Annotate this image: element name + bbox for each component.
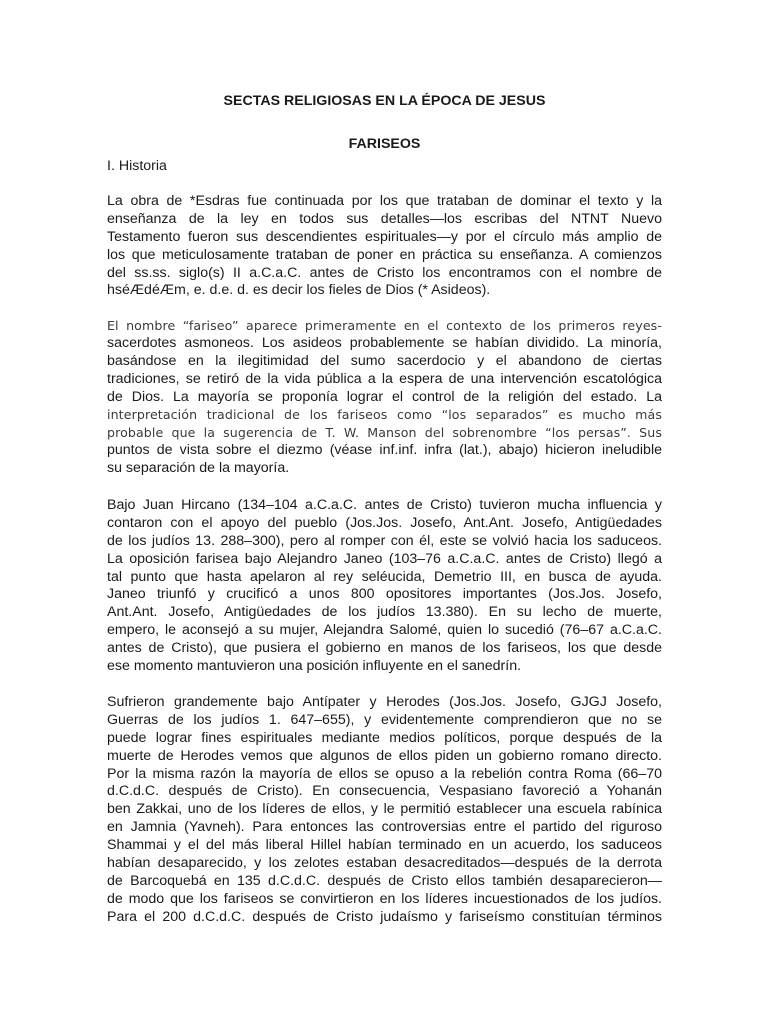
paragraph-line: hséÆdéÆm, e. d.e. d. es decir los fieles de Dios (* Asideos). xyxy=(107,282,491,299)
paragraph-line xyxy=(107,406,662,424)
paragraph-line: d.C.d.C. después de Cristo). En consecuencia, Vespasiano favoreció a Yohanán xyxy=(107,783,662,800)
paragraph-line: Sufrieron grandemente bajo Antípater y Herodes (Jos.Jos. Josefo, GJGJ Josefo, xyxy=(107,694,662,710)
paragraph-line: Guerras de los judíos 1. 647–655), y evidentemente comprendieron que no se xyxy=(107,711,662,728)
paragraph-4 xyxy=(107,694,662,927)
paragraph-line: Para el 200 d.C.d.C. después de Cristo judaísmo y fariseísmo constituían términos xyxy=(107,908,662,925)
paragraph-line: contaron con el apoyo del pueblo (Jos.Jos. Josefo, Ant.Ant. Josefo, Antigüedades xyxy=(107,514,662,531)
paragraph-line: La oposición farisea bajo Alejandro Janeo (103–76 a.C.a.C. antes de Cristo) llegó a xyxy=(107,550,662,567)
paragraph-line: La obra de *Esdras fue continuada por los que trataban de dominar el texto y la xyxy=(107,193,662,209)
paragraph-line: antes de Cristo), que pusiera el gobierno en manos de los fariseos, los que desde xyxy=(107,640,662,657)
paragraph-line: muerte de Herodes vemos que algunos de ellos piden un gobierno romano directo. xyxy=(107,747,662,764)
paragraph-line-text: probable que la sugerencia de T. W. Manson del sobrenombre “los persas”. Sus xyxy=(107,425,662,441)
paragraph-3 xyxy=(107,497,662,676)
paragraph-line-text: El nombre “fariseo” aparece primeramente en el contexto de los primeros reyes- xyxy=(107,318,662,333)
paragraph-line: ben Zakkai, uno de los líderes de ellos, y le permitió establecer una escuela rabínica xyxy=(107,801,662,818)
paragraph-line xyxy=(107,424,662,442)
paragraph-line: su separación de la mayoría. xyxy=(107,460,290,477)
paragraph-line: puede lograr fines espirituales mediante medios políticos, porque después de la xyxy=(107,729,662,746)
paragraph-line: Testamento fueron sus descendientes espirituales—y por el círculo más amplio de xyxy=(107,228,662,245)
paragraph-line: en Jamnia (Yavneh). Para entonces las controversias entre el partido del riguroso xyxy=(107,819,662,836)
paragraph-line: de los judíos 13. 288–300), pero al romper con él, este se volvió hacia los saduceos. xyxy=(107,532,662,549)
paragraph-line: empero, le aconsejó a su mujer, Alejandra Salomé, quien lo sucedió (76–67 a.C.a.C. xyxy=(107,622,662,639)
paragraph-line: de Barcoquebá en 135 d.C.d.C. después de Cristo ellos también desaparecieron— xyxy=(107,872,662,889)
paragraph-line: Ant.Ant. Josefo, Antigüedades de los judíos 13.380). En su lecho de muerte, xyxy=(107,604,662,621)
paragraph-line: basándose en la ilegitimidad del sumo sacerdocio y el abandono de ciertas xyxy=(107,352,662,369)
paragraph-line: del ss.ss. siglo(s) II a.C.a.C. antes de Cristo los encontramos con el nombre de xyxy=(107,264,662,281)
paragraph-line: Janeo triunfó y crucificó a unos 800 opositores importantes (Jos.Jos. Josefo, xyxy=(107,586,662,603)
paragraph-line: habían desaparecido, y los zelotes estaban desacreditados—después de la derrota xyxy=(107,855,662,872)
subheading: I. Historia xyxy=(107,158,167,174)
paragraph-line: ese momento mantuvieron una posición influyente en el sanedrín. xyxy=(107,658,522,675)
paragraph-line: de modo que los fariseos se convirtieron en los líderes incuestionados de los judíos. xyxy=(107,890,662,907)
paragraph-line: Bajo Juan Hircano (134–104 a.C.a.C. antes de Cristo) tuvieron mucha influencia y xyxy=(107,497,662,513)
paragraph-line-text: interpretación tradicional de los fariseos como “los separados” es mucho más xyxy=(107,407,662,423)
paragraph-line: Shammai y el del más liberal Hillel habían terminado en un acuerdo, los saduceos xyxy=(107,837,662,854)
paragraph-line xyxy=(107,317,662,335)
paragraph-1 xyxy=(107,193,662,300)
paragraph-line: los que meticulosamente trataban de poner en práctica su enseñanza. A comienzos xyxy=(107,246,662,263)
paragraph-line: de Dios. La mayoría se proponía lograr el control de la religión del estado. La xyxy=(107,388,662,405)
paragraph-line: tradiciones, se retiró de la vida pública a la espera de una intervención escatológica xyxy=(107,370,662,387)
paragraph-line: enseñanza de la ley en todos sus detalles—los escribas del NTNT Nuevo xyxy=(107,210,662,227)
paragraph-2 xyxy=(107,317,662,478)
paragraph-line: puntos de vista sobre el diezmo (véase inf.inf. infra (lat.), abajo) hicieron ineludible xyxy=(107,442,662,459)
paragraph-line: sacerdotes asmoneos. Los asideos probablemente se habían dividido. La minoría, xyxy=(107,334,662,351)
section-title: FARISEOS xyxy=(348,136,421,152)
paragraph-line: Por la misma razón la mayoría de ellos se opuso a la rebelión contra Roma (66–70 xyxy=(107,765,662,782)
paragraph-line: tal punto que hasta apelaron al rey seléucida, Demetrio III, en busca de ayuda. xyxy=(107,568,662,585)
document-title: SECTAS RELIGIOSAS EN LA ÉPOCA DE JESUS xyxy=(223,93,546,109)
